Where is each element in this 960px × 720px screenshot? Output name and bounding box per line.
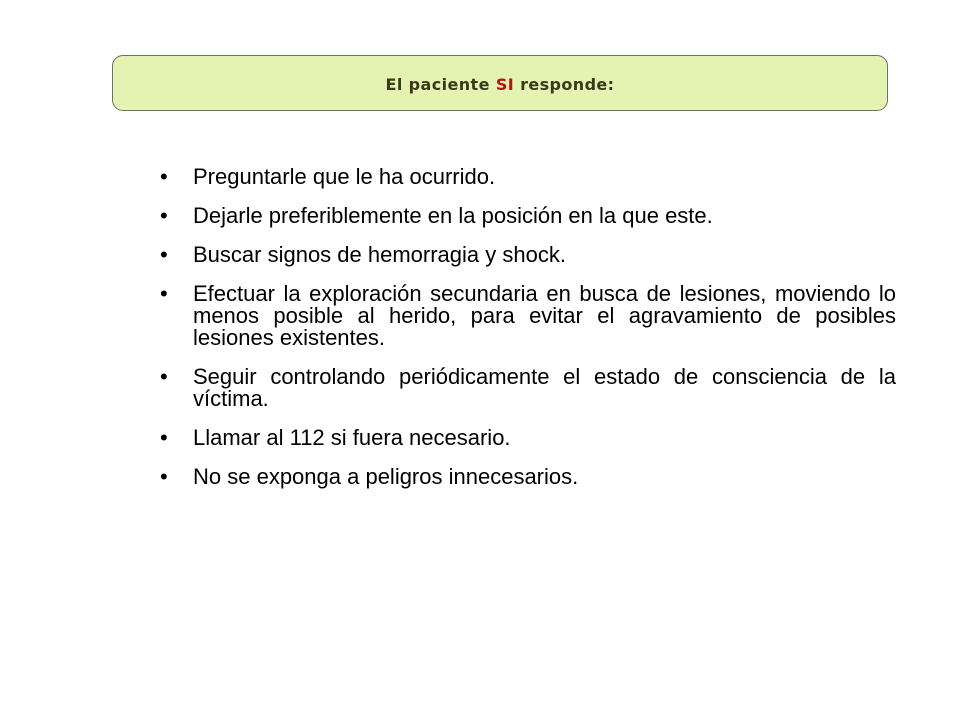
list-item — [160, 366, 896, 410]
bullet-text: No se exponga a peligros innecesarios. — [193, 464, 579, 489]
bullet-list — [160, 166, 896, 505]
list-item — [160, 244, 896, 266]
slide-title — [386, 75, 615, 94]
bullet-text: Preguntarle que le ha ocurrido. — [193, 164, 496, 189]
bullet-dot-icon: • — [160, 364, 168, 389]
bullet-dot-icon: • — [160, 164, 168, 189]
bullet-dot-icon: • — [160, 464, 168, 489]
list-item — [160, 466, 896, 488]
bullet-text: Dejarle preferiblemente en la posición en la que este. — [193, 203, 713, 228]
bullet-text: Seguir controlando periódicamente el estado de consciencia de la víctima. — [193, 364, 896, 411]
title-accent: SI — [495, 75, 515, 94]
title-banner — [112, 55, 888, 111]
bullet-dot-icon: • — [160, 281, 168, 306]
title-suffix: responde: — [514, 75, 615, 94]
title-prefix: El paciente — [385, 75, 496, 94]
bullet-text: Buscar signos de hemorragia y shock. — [193, 242, 566, 267]
list-item — [160, 166, 896, 188]
list-item — [160, 283, 896, 349]
list-item — [160, 427, 896, 449]
bullet-dot-icon: • — [160, 203, 168, 228]
bullet-text: Efectuar la exploración secundaria en busca de lesiones, moviendo lo menos posible al herido, para evitar el agravamiento de posibles lesiones existentes. — [193, 281, 896, 350]
bullet-text: Llamar al 112 si fuera necesario. — [193, 425, 511, 450]
list-item — [160, 205, 896, 227]
bullet-dot-icon: • — [160, 242, 168, 267]
bullet-dot-icon: • — [160, 425, 168, 450]
